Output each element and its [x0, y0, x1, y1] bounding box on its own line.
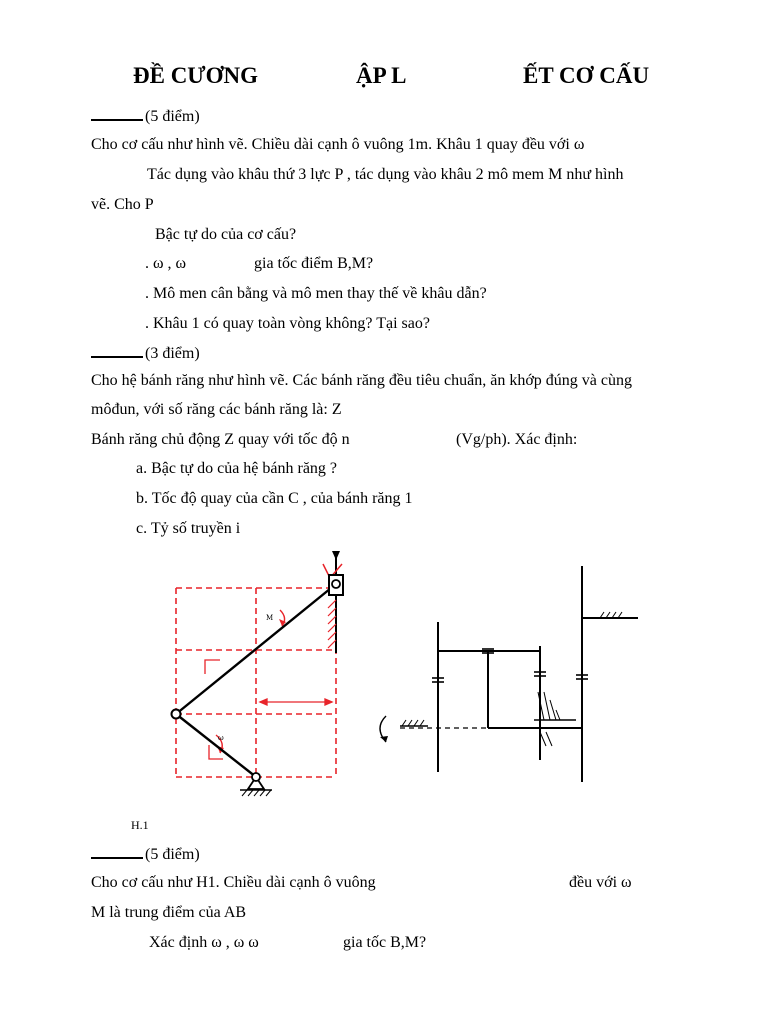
dimension-arrow	[260, 699, 332, 705]
q1-line-3: vẽ. Cho P	[91, 196, 154, 213]
q2-points: (3 điểm)	[145, 345, 200, 362]
q1-points: (5 điểm)	[145, 108, 200, 125]
q2-line-2: môđun, với số răng các bánh răng là: Z	[91, 401, 342, 418]
q3-header	[91, 843, 200, 865]
joint-a	[172, 710, 181, 719]
q2-item-c: c. Tỷ số truyền i	[136, 520, 241, 537]
q1-item-4: . Khâu 1 có quay toàn vòng không? Tại sao?	[145, 315, 430, 332]
q1-item-3: . Mô men cân bằng và mô men thay thế về khâu dẫn?	[145, 285, 487, 302]
label-omega: ω	[218, 734, 224, 742]
figure-caption: H.1	[131, 818, 149, 832]
slider-guide	[323, 551, 342, 653]
gear-shafts	[438, 566, 638, 782]
q2-line-3a: Bánh răng chủ động Z quay với tốc độ n	[91, 431, 350, 448]
q3-line-2: M là trung điểm của AB	[91, 904, 247, 921]
ground-supports	[400, 612, 626, 746]
title-part-3: ẾT CƠ CẤU	[523, 63, 650, 88]
title-part-1: ĐỀ CƯƠNG	[133, 63, 259, 88]
title-part-2: ẬP L	[356, 63, 407, 88]
input-rotation-arrow	[380, 716, 388, 742]
grid-dashed	[176, 588, 336, 777]
q3-line-3a: Xác định ω , ω ω	[149, 934, 259, 951]
q2-header	[91, 342, 200, 364]
q3-points: (5 điểm)	[145, 846, 200, 863]
q3-line-3b: gia tốc B,M?	[343, 934, 427, 951]
q2-item-b: b. Tốc độ quay của cần C , của bánh răng 1	[136, 490, 413, 507]
gear-teeth	[432, 649, 588, 682]
q1-blank	[91, 105, 143, 121]
q1-header	[91, 105, 200, 127]
q2-item-a: a. Bậc tự do của hệ bánh răng ?	[136, 460, 338, 477]
q2-line-1: Cho hệ bánh răng như hình vẽ. Các bánh răng đều tiêu chuẩn, ăn khớp đúng và cùng	[91, 372, 632, 389]
q1-line-1: Cho cơ cấu như hình vẽ. Chiều dài cạnh ô vuông 1m. Khâu 1 quay đều với ω	[91, 136, 585, 153]
joint-b	[332, 580, 340, 588]
q2-line-3b: (Vg/ph). Xác định:	[456, 431, 578, 448]
q1-item-1: Bậc tự do của cơ cấu?	[155, 226, 297, 243]
q3-blank	[91, 843, 143, 859]
q2-blank	[91, 342, 143, 358]
q1-item-2a: . ω , ω	[145, 255, 187, 272]
q1-item-2b: gia tốc điểm B,M?	[254, 255, 374, 272]
moment-arrow	[266, 610, 286, 626]
q1-line-2: Tác dụng vào khâu thứ 3 lực P , tác dụng vào khâu 2 mô mem M như hình	[147, 166, 624, 183]
gear-train-figure	[370, 560, 640, 785]
q3-line-1a: Cho cơ cấu như H1. Chiều dài cạnh ô vuông	[91, 874, 376, 891]
q3-line-1b: đều với ω	[569, 874, 632, 891]
label-m: M	[266, 614, 274, 622]
linkage-mechanism-figure	[160, 548, 360, 803]
